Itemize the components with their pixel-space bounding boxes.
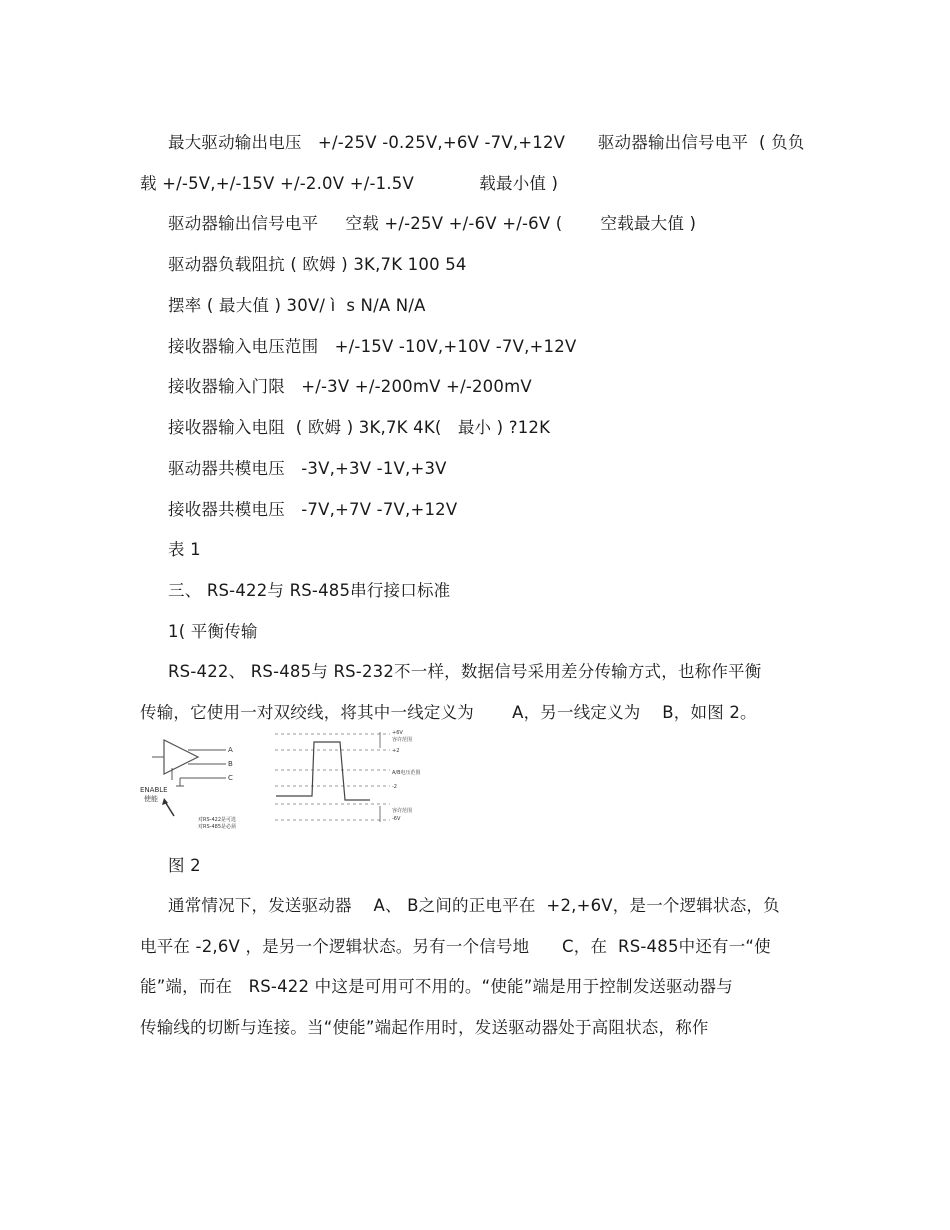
text-line-9: 驱动器共模电压 -3V,+3V -1V,+3V (168, 459, 447, 478)
text-line-14: RS-422、 RS-485与 RS-232不一样，数据信号采用差分传输方式，也称作平衡 (168, 662, 762, 681)
text-line-7: 接收器输入门限 +/-3V +/-200mV +/-200mV (168, 377, 532, 396)
voltage-level-lines (275, 734, 390, 820)
level-label-minus2: -2 (392, 784, 397, 790)
text-line-4: 驱动器负载阻抗 ( 欧姆 ) 3K,7K 100 54 (168, 255, 467, 274)
level-label-plus2: +2 (392, 748, 400, 754)
text-line-19: 能”端，而在 RS-422 中这是可用可不用的。“使能”端是用于控制发送驱动器与 (140, 977, 733, 996)
driver-triangle (164, 740, 198, 774)
label-b: B (228, 760, 233, 768)
subsection-heading: 1( 平衡传输 (168, 622, 258, 641)
note-line-2: 对RS-485是必须 (198, 824, 236, 830)
range-label-top: 容许范围 (392, 737, 413, 743)
table-caption: 表 1 (168, 540, 201, 559)
text-line-20: 传输线的切断与连接。当“使能”端起作用时，发送驱动器处于高阻状态，称作 (140, 1018, 709, 1037)
text-line-10: 接收器共模电压 -7V,+7V -7V,+12V (168, 500, 458, 519)
range-label-bottom: 容许范围 (392, 808, 413, 814)
enable-cn-label: 使能 (144, 795, 158, 803)
text-line-3: 驱动器输出信号电平 空载 +/-25V +/-6V +/-6V ( 空载最大值 ) (168, 214, 697, 233)
level-label-minus6: -6V (392, 816, 401, 822)
text-line-6: 接收器输入电压范围 +/-15V -10V,+10V -7V,+12V (168, 337, 577, 356)
text-line-15: 传输，它使用一对双绞线，将其中一线定义为 A，另一线定义为 B，如图 2。 (140, 703, 757, 722)
text-line-1: 最大驱动输出电压 +/-25V -0.25V,+6V -7V,+12V 驱动器输出信号电平 ( 负负 (168, 133, 805, 152)
differential-waveform (276, 742, 370, 800)
text-line-8: 接收器输入电阻 ( 欧姆 ) 3K,7K 4K( 最小 ) ?12K (168, 418, 551, 437)
text-line-17: 通常情况下，发送驱动器 A、 B之间的正电平在 +2,+6V，是一个逻辑状态，负 (168, 896, 780, 915)
text-line-2: 载 +/-5V,+/-15V +/-2.0V +/-1.5V 载最小值 ) (140, 174, 559, 193)
note-line-1: 对RS-422是可选 (198, 817, 236, 823)
label-a: A (228, 746, 233, 754)
figure-caption: 图 2 (168, 856, 201, 875)
section-heading: 三、 RS-422与 RS-485串行接口标准 (168, 581, 451, 600)
level-label-plus6: +6V (392, 730, 403, 736)
enable-label: ENABLE (140, 786, 168, 794)
text-line-18: 电平在 -2,6V ，是另一个逻辑状态。另有一个信号地 C，在 RS-485中还有一“使 (140, 937, 771, 956)
text-line-5: 摆率 ( 最大值 ) 30V/ ì s N/A N/A (168, 296, 426, 315)
rs485-driver-diagram-svg (140, 728, 440, 838)
figure-2-diagram (140, 728, 440, 838)
label-c: C (228, 774, 233, 782)
level-label-ab-range: A/B电压范围 (392, 770, 421, 776)
